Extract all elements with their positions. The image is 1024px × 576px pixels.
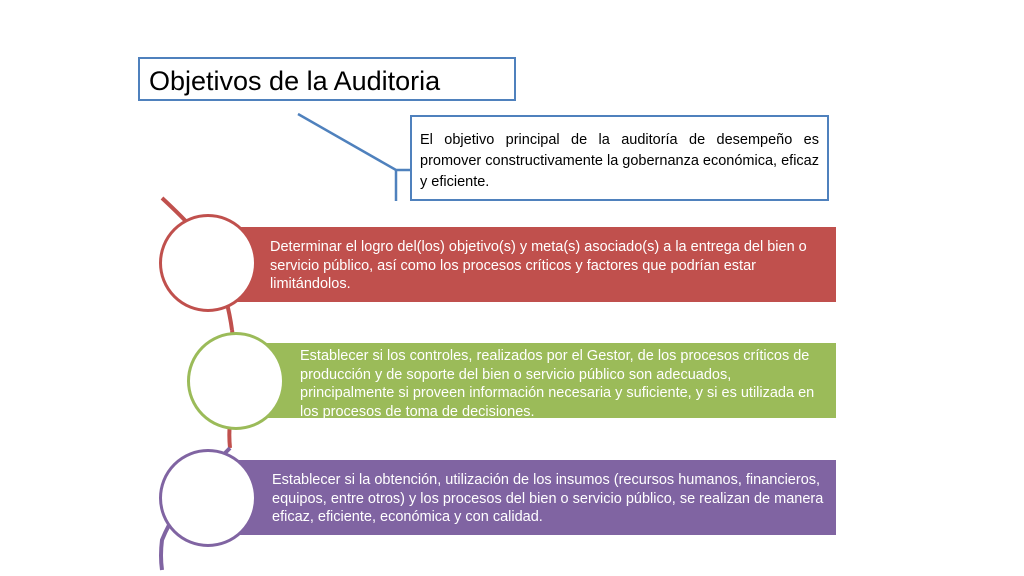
step-circle-1 [159, 214, 257, 312]
step-bar-2 [238, 343, 836, 418]
step-bar-1 [210, 227, 836, 302]
callout-pointer [298, 114, 410, 170]
page-title: Objetivos de la Auditoria [149, 66, 441, 96]
step-circle-2 [187, 332, 285, 430]
step-text-2: Establecer si los controles, realizados por el Gestor, de los procesos críticos de producción y de soporte del bien o servicio público son adecuados, principalmente si proveen información necesaria y suficiente, y si es utilizada en los procesos de toma de decisiones. [300, 348, 815, 420]
callout-box [410, 115, 829, 201]
step-bar-3 [210, 460, 836, 535]
step-text-1: Determinar el logro del(los) objetivo(s) y meta(s) asociado(s) a la entrega del bien o servicio público, así como los procesos críticos y factores que podrían estar limitándolos. [270, 239, 807, 292]
title-box [138, 57, 516, 101]
step-circle-3 [159, 449, 257, 547]
callout-text: El objetivo principal de la auditoría de desempeño es promover constructivamente la gobernanza económica, eficaz y eficiente. [420, 132, 819, 190]
step-text-3: Establecer si la obtención, utilización de los insumos (recursos humanos, financieros, equipos, entre otros) y los procesos del bien o servicio público, se realizan de manera eficaz, eficiente, económica y con calidad. [272, 472, 824, 525]
